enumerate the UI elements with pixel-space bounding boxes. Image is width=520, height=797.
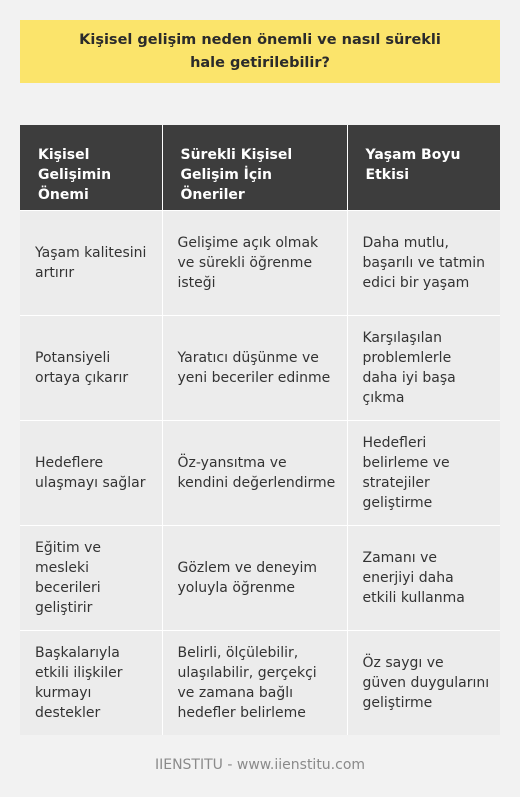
table-header-row — [20, 125, 500, 211]
table-cell: Hedefleri belirleme ve stratejiler geliştirme — [347, 421, 500, 526]
table-row — [20, 421, 500, 526]
title-banner — [20, 20, 500, 83]
table-cell: Eğitim ve mesleki becerileri geliştirir — [20, 526, 162, 631]
footer-credit: IIENSTITU - www.iienstitu.com — [154, 757, 366, 773]
table-cell: Yaratıcı düşünme ve yeni beceriler edinme — [162, 316, 347, 421]
table-cell: Zamanı ve enerjiyi daha etkili kullanma — [347, 526, 500, 631]
table-cell: Potansiyeli ortaya çıkarır — [20, 316, 162, 421]
header-suggestions: Sürekli Kişisel Gelişim İçin Öneriler — [162, 125, 347, 211]
table-cell: Yaşam kalitesini artırır — [20, 211, 162, 316]
table-cell: Gelişime açık olmak ve sürekli öğrenme isteği — [162, 211, 347, 316]
table-cell: Karşılaşılan problemlerle daha iyi başa çıkma — [347, 316, 500, 421]
info-table — [20, 125, 500, 735]
page-title: Kişisel gelişim neden önemli ve nasıl sürekli hale getirilebilir? — [79, 31, 441, 71]
header-lifelong-effect: Yaşam Boyu Etkisi — [347, 125, 500, 211]
table-cell: Öz-yansıtma ve kendini değerlendirme — [162, 421, 347, 526]
table-cell: Belirli, ölçülebilir, ulaşılabilir, gerçekçi ve zamana bağlı hedefler belirleme — [162, 631, 347, 736]
table-row — [20, 316, 500, 421]
table-row — [20, 211, 500, 316]
table-cell: Başkalarıyla etkili ilişkiler kurmayı destekler — [20, 631, 162, 736]
table-cell: Daha mutlu, başarılı ve tatmin edici bir yaşam — [347, 211, 500, 316]
table-row — [20, 631, 500, 736]
table-cell: Öz saygı ve güven duygularını geliştirme — [347, 631, 500, 736]
header-importance: Kişisel Gelişimin Önemi — [20, 125, 162, 211]
table-row — [20, 526, 500, 631]
table-cell: Hedeflere ulaşmayı sağlar — [20, 421, 162, 526]
table-cell: Gözlem ve deneyim yoluyla öğrenme — [162, 526, 347, 631]
